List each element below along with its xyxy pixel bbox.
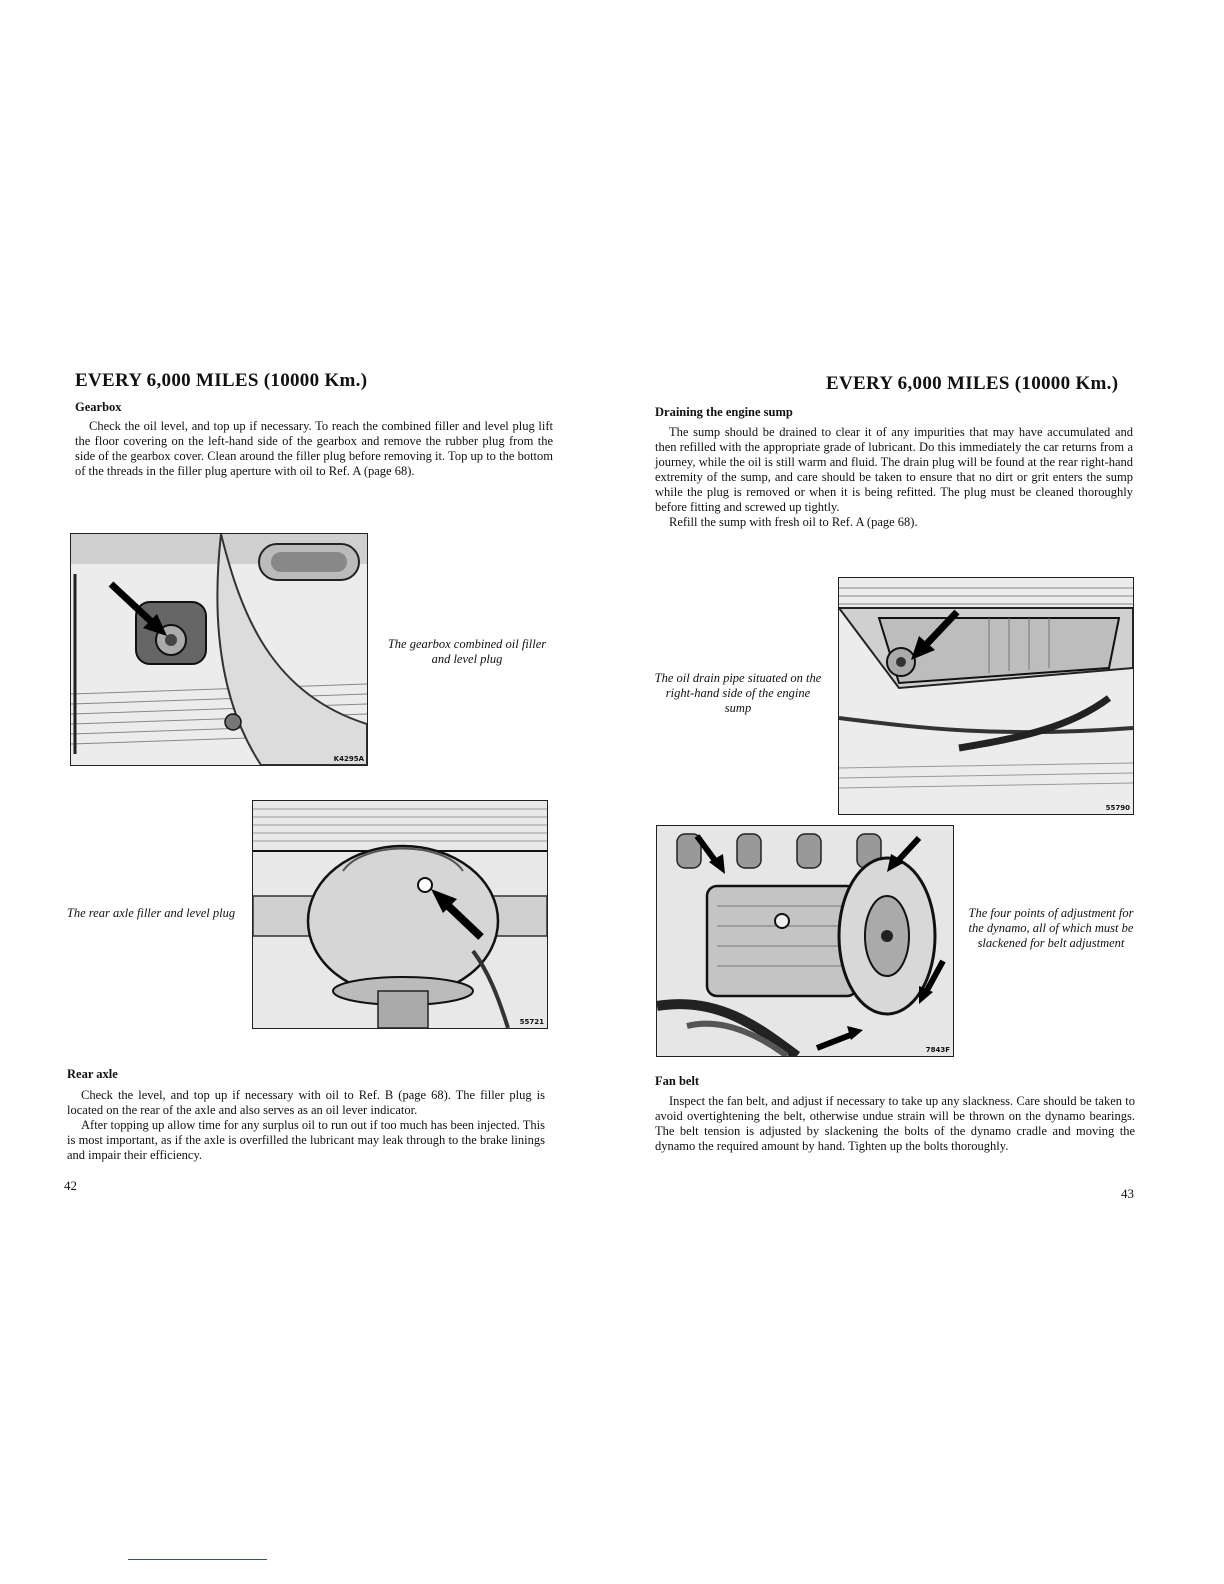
sump-paragraph-1: The sump should be drained to clear it of any impurities that may have accumulated and then refilled with the appropriate grade of lubricant. Do this immediately the car returns from a journey, while the oil is still warm and fluid. The drain plug will be found at the rear right-hand extremity of the sump, and care should be taken to ensure that no dirt or grit enters the sump while the plug is removed or when it is being refitted. The plug must be cleaned thoroughly before fitting and screwed up tightly.	[655, 425, 1133, 514]
sump-figure-caption: The oil drain pipe situated on the right-hand side of the engine sump	[654, 671, 822, 715]
fan-belt-text	[655, 1094, 1135, 1154]
sump-drain-illustration	[839, 578, 1133, 814]
fan-belt-heading: Fan belt	[655, 1074, 700, 1088]
footer-rule	[128, 1559, 267, 1560]
gearbox-figure-caption: The gearbox combined oil filler and level plug	[387, 637, 547, 666]
left-page-number: 42	[64, 1178, 77, 1193]
rear-axle-text	[67, 1088, 545, 1163]
rear-axle-illustration	[253, 801, 547, 1028]
sump-drain-figure	[838, 577, 1134, 815]
rear-axle-figure-caption: The rear axle filler and level plug	[66, 906, 236, 920]
sump-text	[655, 425, 1133, 530]
gearbox-paragraph: Check the oil level, and top up if necessary. To reach the combined filler and level plug lift the floor covering on the left-hand side of the gearbox and remove the rubber plug from the side of the gearbox cover. Clean around the filler plug before removing it. Top up to the bottom of the threads in the filler plug aperture with oil to Ref. A (page 68).	[75, 419, 553, 478]
rear-axle-paragraph-2: After topping up allow time for any surplus oil to run out if too much has been injected. This is most important, as if the axle is overfilled the lubricant may leak through to the brake linings and impair their efficiency.	[67, 1118, 545, 1162]
rear-axle-figure-code: 55721	[519, 1018, 544, 1026]
dynamo-figure	[656, 825, 954, 1057]
dynamo-figure-code: 7843F	[925, 1046, 950, 1054]
fan-belt-paragraph: Inspect the fan belt, and adjust if necessary to take up any slackness. Care should be taken to avoid overtightening the belt, otherwise undue strain will be thrown on the dynamo bearings. The belt tension is adjusted by slackening the bolts of the dynamo cradle and moving the dynamo the required amount by hand. Tighten up the bolts thoroughly.	[655, 1094, 1135, 1153]
gearbox-text	[75, 419, 553, 479]
gearbox-plug-figure	[70, 533, 368, 766]
gearbox-heading: Gearbox	[75, 400, 122, 414]
sump-figure-code: 55790	[1105, 804, 1130, 812]
right-page-title: EVERY 6,000 MILES (10000 Km.)	[826, 373, 1119, 394]
rear-axle-heading: Rear axle	[67, 1067, 118, 1081]
gearbox-figure-code: K4295A	[333, 755, 364, 763]
rear-axle-paragraph-1: Check the level, and top up if necessary with oil to Ref. B (page 68). The filler plug is located on the rear of the axle and also serves as an oil lever indicator.	[67, 1088, 545, 1117]
gearbox-plug-illustration	[71, 534, 367, 765]
dynamo-illustration	[657, 826, 953, 1056]
sump-heading: Draining the engine sump	[655, 405, 793, 419]
dynamo-figure-caption: The four points of adjustment for the dynamo, all of which must be slackened for belt adjustment	[968, 906, 1134, 950]
rear-axle-figure	[252, 800, 548, 1029]
left-page-title: EVERY 6,000 MILES (10000 Km.)	[75, 370, 368, 391]
sump-paragraph-2: Refill the sump with fresh oil to Ref. A (page 68).	[669, 515, 918, 529]
right-page-number: 43	[1121, 1186, 1134, 1201]
